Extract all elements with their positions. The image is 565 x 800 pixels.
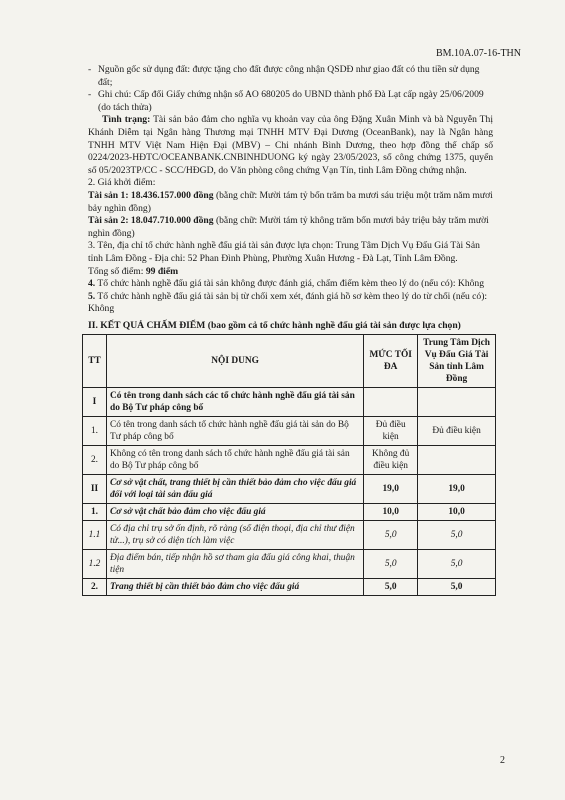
asset-2-text: (bằng chữ: Mười tám tỷ không trăm bốn mươi bảy triệu bảy trăm mười nghìn đồng): [88, 215, 489, 239]
table-row: [83, 388, 496, 417]
cell-score: Đủ điều kiện: [418, 417, 496, 446]
table-row: [83, 417, 496, 446]
cell-tt: 2.: [83, 446, 107, 475]
table-row: [83, 521, 496, 550]
status-text: Tài sản bảo đảm cho nghĩa vụ khoản vay của ông Đặng Xuân Minh và bà Nguyễn Thị Khánh Diễm tại Ngân hàng Thương mại TNHH MTV Đại Dương (OceanBank), nay là Ngân hàng TNHH MTV Việt Nam Hiện Đại (MBV) – Chi nhánh Bình Dương, theo hợp đồng thế chấp số 0224/2023-HĐTC/OCEANBANK.CNBINHDUONG ký ngày 23/05/2023, số công chứng 1375, quyển số 05/2023TP/CC - SCC/HĐGD, do Văn phòng công chứng Vạn Tín, tỉnh Lâm Đồng chứng nhận.: [88, 114, 494, 176]
asset-1-text: (bằng chữ: Mười tám tỷ bốn trăm ba mươi sáu triệu một trăm năm mươi bảy nghìn đồng): [88, 189, 493, 214]
status-paragraph: [88, 114, 493, 177]
cell-content: Có tên trong danh sách các tổ chức hành nghề đấu giá tài sản do Bộ Tư pháp công bố: [106, 388, 363, 417]
cell-content: Có tên trong danh sách tổ chức hành nghề đấu giá tài sản do Bộ Tư pháp công bố: [106, 417, 363, 446]
selected-organization: 3. Tên, địa chỉ tổ chức hành nghề đấu giá tài sản được lựa chọn: Trung Tâm Dịch Vụ Đấu Giá Tài Sản tỉnh Lâm Đồng - Địa chỉ: 52 Phan Đình Phùng, Phường Xuân Hương - Đà Lạt, Tỉnh Lâm Đồng.: [88, 240, 480, 264]
header-max: MỨC TỐI ĐA: [364, 335, 418, 388]
item-4: [88, 278, 493, 291]
table-row: [83, 475, 496, 504]
cell-tt: 1.2: [83, 550, 107, 579]
cell-tt: 1.1: [83, 521, 107, 550]
score-table: [82, 334, 496, 596]
table-row: [83, 446, 496, 475]
cell-tt: I: [83, 388, 107, 417]
page-number: 2: [500, 755, 505, 766]
cell-tt: 1.: [83, 504, 107, 521]
cell-max: 5,0: [364, 579, 418, 596]
item-5-label: 5.: [88, 290, 96, 302]
cell-score: 10,0: [418, 504, 496, 521]
item-4-text: Tổ chức hành nghề đấu giá tài sản không được đánh giá, chấm điểm kèm theo lý do (nếu có): Không: [95, 278, 485, 290]
cell-max: 19,0: [364, 475, 418, 504]
cell-content: Không có tên trong danh sách tổ chức hành nghề đấu giá tài sản do Bộ Tư pháp công bố: [106, 446, 363, 475]
cell-content: Địa điểm bán, tiếp nhận hồ sơ tham gia đấu giá công khai, thuận tiện: [106, 550, 363, 579]
cell-max: 5,0: [364, 521, 418, 550]
cell-content: Cơ sở vật chất bảo đảm cho việc đấu giá: [106, 504, 363, 521]
cell-content: Có địa chỉ trụ sở ổn định, rõ ràng (số điện thoại, địa chỉ thư điện tử...), trụ sở có diện tích làm việc: [106, 521, 363, 550]
cell-score: 19,0: [418, 475, 496, 504]
status-label: Tình trạng:: [102, 114, 151, 126]
asset-2: [88, 215, 493, 240]
item-4-label: 4.: [88, 278, 96, 290]
table-row: [83, 504, 496, 521]
cell-score: [418, 446, 496, 475]
asset-2-label: Tài sản 2: 18.047.710.000 đồng: [88, 215, 214, 227]
item-5: [88, 291, 493, 316]
cell-tt: 2.: [83, 579, 107, 596]
cell-content: Cơ sở vật chất, trang thiết bị cần thiết bảo đảm cho việc đấu giá đối với loại tài sản đấu giá: [106, 475, 363, 504]
total-score-value: 99 điểm: [145, 265, 179, 277]
total-score: [88, 266, 493, 279]
document-code: BM.10A.07-16-THN: [436, 48, 521, 59]
cell-max: [364, 388, 418, 417]
header-org: Trung Tâm Dịch Vụ Đấu Giá Tài Sản tỉnh Lâm Đồng: [418, 335, 496, 388]
cell-score: 5,0: [418, 521, 496, 550]
table-row: [83, 550, 496, 579]
asset-1: [88, 190, 493, 215]
bullet-origin: - Nguồn gốc sử dụng đất: được tặng cho đất được công nhận QSDĐ như giao đất có thu tiền sử dụng đất;: [88, 64, 493, 89]
bullet-note: - Ghi chú: Cấp đổi Giấy chứng nhận số AO 680205 do UBND thành phố Đà Lạt cấp ngày 25/06/2009 (do tách thửa): [88, 89, 493, 114]
cell-max: Đủ điều kiện: [364, 417, 418, 446]
header-content: NỘI DUNG: [106, 335, 363, 388]
cell-max: 5,0: [364, 550, 418, 579]
cell-tt: II: [83, 475, 107, 504]
table-body: [83, 388, 496, 596]
table-header-row: [83, 335, 496, 388]
header-tt: TT: [83, 335, 107, 388]
total-score-label: Tổng số điểm:: [88, 265, 146, 277]
table-row: [83, 579, 496, 596]
cell-content: Trang thiết bị cần thiết bảo đảm cho việc đấu giá: [106, 579, 363, 596]
cell-score: 5,0: [418, 579, 496, 596]
starting-price-heading: 2. Giá khởi điểm:: [88, 177, 156, 189]
section-title: II. KẾT QUẢ CHẤM ĐIỂM (bao gồm cả tổ chức hành nghề đấu giá tài sản được lựa chọn): [88, 319, 461, 331]
cell-max: Không đủ điều kiện: [364, 446, 418, 475]
item-5-text: Tổ chức hành nghề đấu giá tài sản bị từ chối xem xét, đánh giá hồ sơ kèm theo lý do từ chối (nếu có): Không: [88, 290, 488, 315]
asset-1-label: Tài sản 1: 18.436.157.000 đồng: [88, 189, 214, 201]
cell-max: 10,0: [364, 504, 418, 521]
cell-tt: 1.: [83, 417, 107, 446]
cell-score: [418, 388, 496, 417]
cell-score: 5,0: [418, 550, 496, 579]
